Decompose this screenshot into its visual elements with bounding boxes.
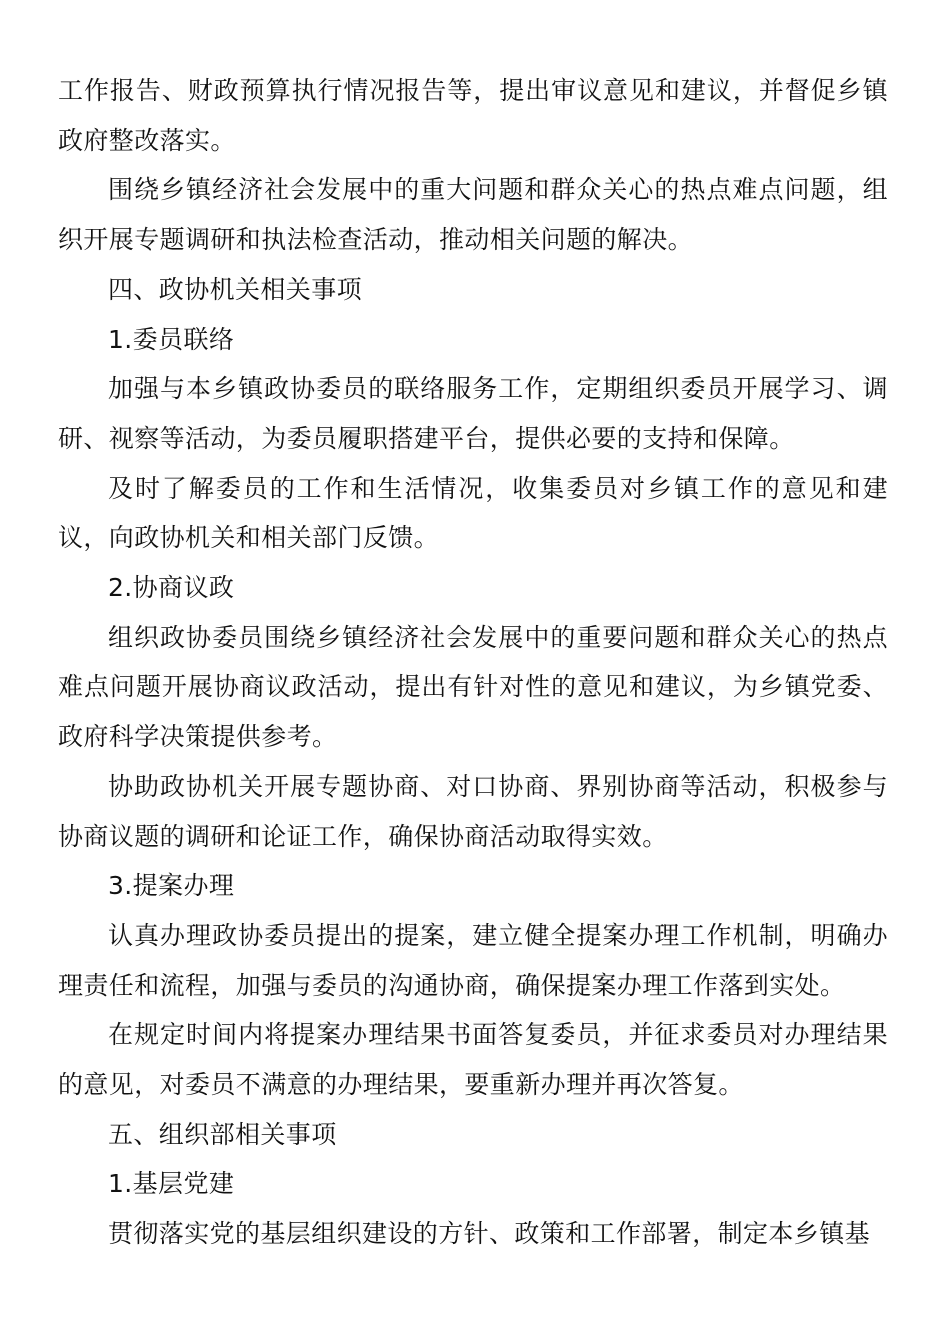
- paragraph: 围绕乡镇经济社会发展中的重大问题和群众关心的热点难点问题，组织开展专题调研和执法检查活动，推动相关问题的解决。: [58, 175, 888, 255]
- paragraph: 协助政协机关开展专题协商、对口协商、界别协商等活动，积极参与协商议题的调研和论证工作，确保协商活动取得实效。: [58, 771, 888, 851]
- paragraph: 加强与本乡镇政协委员的联络服务工作，定期组织委员开展学习、调研、视察等活动，为委员履职搭建平台，提供必要的支持和保障。: [58, 374, 888, 453]
- paragraph: 组织政协委员围绕乡镇经济社会发展中的重要问题和群众关心的热点难点问题开展协商议政活动，提出有针对性的意见和建议，为乡镇党委、政府科学决策提供参考。: [58, 622, 888, 752]
- subsection-heading: 1.基层党建: [108, 1169, 235, 1199]
- paragraph-continued: 工作报告、财政预算执行情况报告等，提出审议意见和建议，并督促乡镇政府整改落实。: [58, 76, 888, 155]
- subsection-heading: 1.委员联络: [108, 324, 235, 354]
- section-heading: 四、政协机关相关事项: [108, 274, 363, 304]
- paragraph: 认真办理政协委员提出的提案，建立健全提案办理工作机制，明确办理责任和流程，加强与委员的沟通协商，确保提案办理工作落到实处。: [58, 920, 888, 1000]
- document-page: [58, 66, 888, 1259]
- paragraph: 在规定时间内将提案办理结果书面答复委员，并征求委员对办理结果的意见，对委员不满意的办理结果，要重新办理并再次答复。: [58, 1020, 888, 1100]
- paragraph-truncated: 贯彻落实党的基层组织建设的方针、政策和工作部署，制定本乡镇基: [108, 1219, 871, 1249]
- subsection-heading: 2.协商议政: [108, 573, 235, 603]
- section-heading: 五、组织部相关事项: [108, 1119, 337, 1149]
- paragraph: 及时了解委员的工作和生活情况，收集委员对乡镇工作的意见和建议，向政协机关和相关部门反馈。: [58, 473, 888, 553]
- subsection-heading: 3.提案办理: [108, 871, 235, 901]
